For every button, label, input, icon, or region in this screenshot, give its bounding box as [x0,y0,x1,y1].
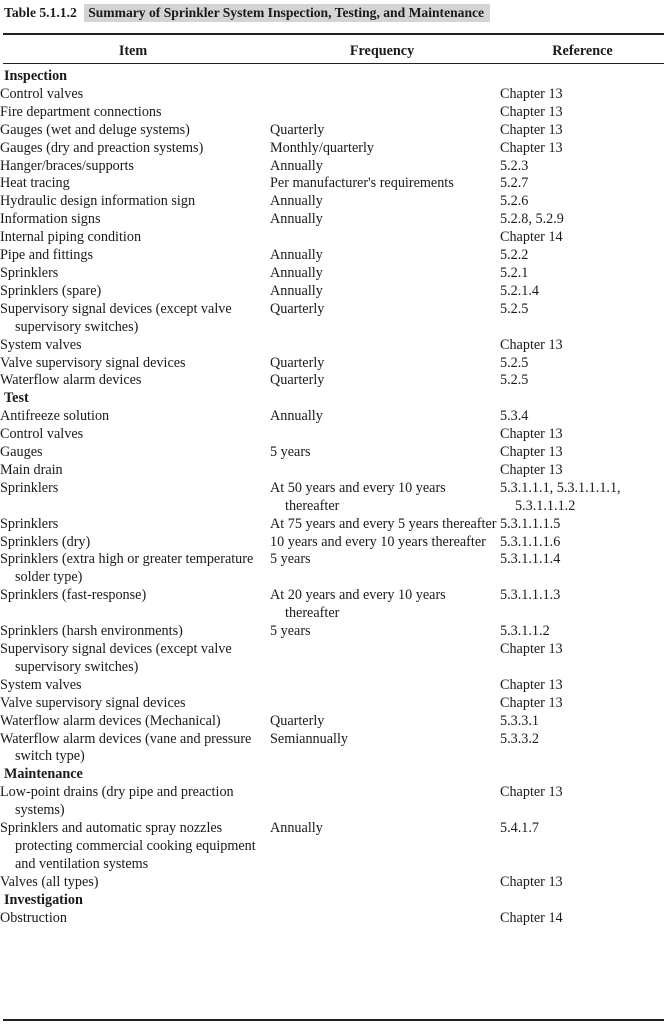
table-title: Summary of Sprinkler System Inspection, Testing, and Maintenance [84,4,490,22]
table-row [0,623,670,641]
item-cell: Supervisory signal devices (except valve supervisory switches) [0,641,232,675]
item-cell: Control valves [0,85,84,102]
item-cell: Control valves [0,426,84,443]
frequency-cell [270,641,500,677]
table-row [0,355,670,373]
frequency-cell: At 50 years and every 10 years thereafter [270,479,446,514]
table-row [0,551,670,587]
reference-cell: 5.2.2 [500,247,529,264]
item-cell: Hanger/braces/supports [0,157,134,174]
table-row [0,820,670,874]
item-cell: Sprinklers [0,479,59,496]
item-cell: Valve supervisory signal devices [0,354,186,371]
table-row [0,731,670,767]
table-row [0,372,670,390]
reference-cell: Chapter 13 [500,676,563,693]
item-cell: Hydraulic design information sign [0,193,196,210]
item-cell: Supervisory signal devices (except valve supervisory switches) [0,300,232,335]
frequency-cell: Annually [270,408,323,425]
reference-cell: 5.3.1.1.2 [500,623,550,640]
frequency-cell: Annually [270,247,323,264]
frequency-cell [270,874,500,892]
table-number: Table 5.1.1.2 [4,5,77,20]
frequency-cell: Quarterly [270,712,325,729]
item-cell: Sprinklers (harsh environments) [0,623,183,640]
item-cell: Sprinklers (fast-response) [0,587,147,604]
frequency-cell: Semiannually [270,730,349,747]
frequency-cell [270,695,500,713]
table-caption [4,2,490,24]
reference-cell: Chapter 13 [500,641,563,657]
reference-cell: 5.2.6 [500,193,529,210]
reference-cell: 5.3.1.1.1.3 [500,587,561,604]
table-row [0,426,670,444]
header-reference: Reference [552,43,613,59]
item-cell: Pipe and fittings [0,247,94,264]
section-heading: Test [4,390,29,407]
section-row [0,68,670,86]
frequency-cell [270,86,500,104]
table-row [0,695,670,713]
frequency-cell: 5 years [270,551,311,568]
reference-cell: 5.3.1.1.1.5 [500,515,561,532]
reference-cell: 5.2.1.4 [500,282,540,299]
table-row [0,229,670,247]
reference-cell: 5.2.7 [500,175,529,192]
table-body [0,68,670,928]
item-cell: System valves [0,336,82,353]
item-cell: Information signs [0,211,101,228]
item-cell: Main drain [0,461,63,478]
top-rule [3,33,664,35]
frequency-cell [270,910,500,928]
frequency-cell [270,784,500,820]
item-cell: Obstruction [0,909,67,926]
reference-cell: Chapter 13 [500,694,563,711]
table-row [0,462,670,480]
reference-cell: Chapter 13 [500,121,563,138]
frequency-cell: Quarterly [270,300,325,317]
frequency-cell [270,426,500,444]
frequency-cell: Quarterly [270,121,325,138]
reference-cell: 5.3.1.1.1.6 [500,533,561,550]
frequency-cell: 5 years [270,444,311,461]
frequency-cell: 5 years [270,623,311,640]
reference-cell: 5.2.3 [500,157,529,174]
frequency-cell: At 75 years and every 5 years thereafter [270,515,497,532]
reference-cell: 5.2.5 [500,300,529,317]
reference-cell: Chapter 13 [500,85,563,102]
frequency-cell: Monthly/quarterly [270,139,375,156]
reference-cell: 5.2.5 [500,354,529,371]
item-cell: Heat tracing [0,175,70,192]
item-cell: Internal piping condition [0,229,142,246]
item-cell: System valves [0,676,82,693]
frequency-cell: Annually [270,193,323,210]
section-heading: Investigation [4,891,83,908]
table-row [0,158,670,176]
table-row [0,480,670,516]
reference-cell: Chapter 13 [500,444,563,461]
reference-cell: Chapter 13 [500,461,563,478]
reference-cell: 5.3.1.1.1.4 [500,551,561,568]
item-cell: Low-point drains (dry pipe and preaction systems) [0,784,234,819]
frequency-cell [270,337,500,355]
reference-cell: Chapter 13 [500,426,563,443]
item-cell: Waterflow alarm devices (Mechanical) [0,712,221,729]
item-cell: Gauges (wet and deluge systems) [0,121,190,138]
table-row [0,516,670,534]
table-row [0,140,670,158]
header-rule [3,63,664,64]
item-cell: Sprinklers [0,515,59,532]
reference-cell: Chapter 13 [500,103,563,120]
table-row [0,444,670,462]
table-row [0,283,670,301]
item-cell: Sprinklers (spare) [0,282,102,299]
reference-cell: 5.2.5 [500,372,529,389]
item-cell: Gauges (dry and preaction systems) [0,139,204,156]
reference-cell: Chapter 13 [500,784,563,801]
reference-cell: 5.3.1.1.1, 5.3.1.1.1.1, 5.3.1.1.1.2 [500,479,621,514]
header-item: Item [118,43,148,59]
item-cell: Sprinklers and automatic spray nozzles protecting commercial cooking equipment and ventilation systems [0,820,256,872]
item-cell: Sprinklers [0,264,59,281]
table-row [0,211,670,229]
header-frequency: Frequency [349,43,415,59]
reference-cell: 5.2.8, 5.2.9 [500,211,564,228]
table-row [0,677,670,695]
section-row [0,390,670,408]
reference-cell: Chapter 14 [500,229,563,246]
table-row [0,713,670,731]
table-row [0,265,670,283]
reference-cell: Chapter 13 [500,873,563,890]
frequency-cell: Annually [270,211,323,228]
item-cell: Fire department connections [0,103,162,120]
table-row [0,193,670,211]
item-cell: Waterflow alarm devices [0,372,142,389]
table-row [0,910,670,928]
section-heading: Maintenance [4,766,83,783]
frequency-cell [270,229,500,247]
frequency-cell [270,462,500,480]
table-row [0,337,670,355]
frequency-cell: Quarterly [270,372,325,389]
table-row [0,408,670,426]
frequency-cell: Per manufacturer's requirements [270,175,454,192]
item-cell: Waterflow alarm devices (vane and pressure switch type) [0,730,252,765]
bottom-rule [3,1019,664,1021]
reference-cell: Chapter 14 [500,909,563,926]
reference-cell: Chapter 13 [500,336,563,353]
item-cell: Valves (all types) [0,873,99,890]
table-row [0,587,670,623]
frequency-cell: Annually [270,820,323,837]
frequency-cell [270,104,500,122]
section-heading: Inspection [4,68,68,84]
frequency-cell: Annually [270,157,323,174]
table-row [0,301,670,337]
reference-cell: 5.4.1.7 [500,820,540,837]
item-cell: Sprinklers (extra high or greater temperature solder type) [0,551,254,586]
reference-cell: Chapter 13 [500,139,563,156]
table-row [0,874,670,892]
frequency-cell [270,677,500,695]
table-row [0,784,670,820]
section-row [0,766,670,784]
table-row [0,122,670,140]
table-row [0,86,670,104]
item-cell: Sprinklers (dry) [0,533,91,550]
reference-cell: 5.3.4 [500,408,529,425]
table-row [0,641,670,677]
table-row [0,247,670,265]
frequency-cell: Annually [270,282,323,299]
frequency-cell: At 20 years and every 10 years thereafter [270,587,446,622]
table-row [0,534,670,552]
frequency-cell: Annually [270,264,323,281]
frequency-cell: Quarterly [270,354,325,371]
reference-cell: 5.3.3.2 [500,730,540,747]
table-row [0,175,670,193]
item-cell: Valve supervisory signal devices [0,694,186,711]
reference-cell: 5.3.3.1 [500,712,540,729]
frequency-cell: 10 years and every 10 years thereafter [270,533,486,550]
item-cell: Antifreeze solution [0,408,110,425]
item-cell: Gauges [0,444,43,461]
table-row [0,104,670,122]
reference-cell: 5.2.1 [500,264,529,281]
section-row [0,892,670,910]
